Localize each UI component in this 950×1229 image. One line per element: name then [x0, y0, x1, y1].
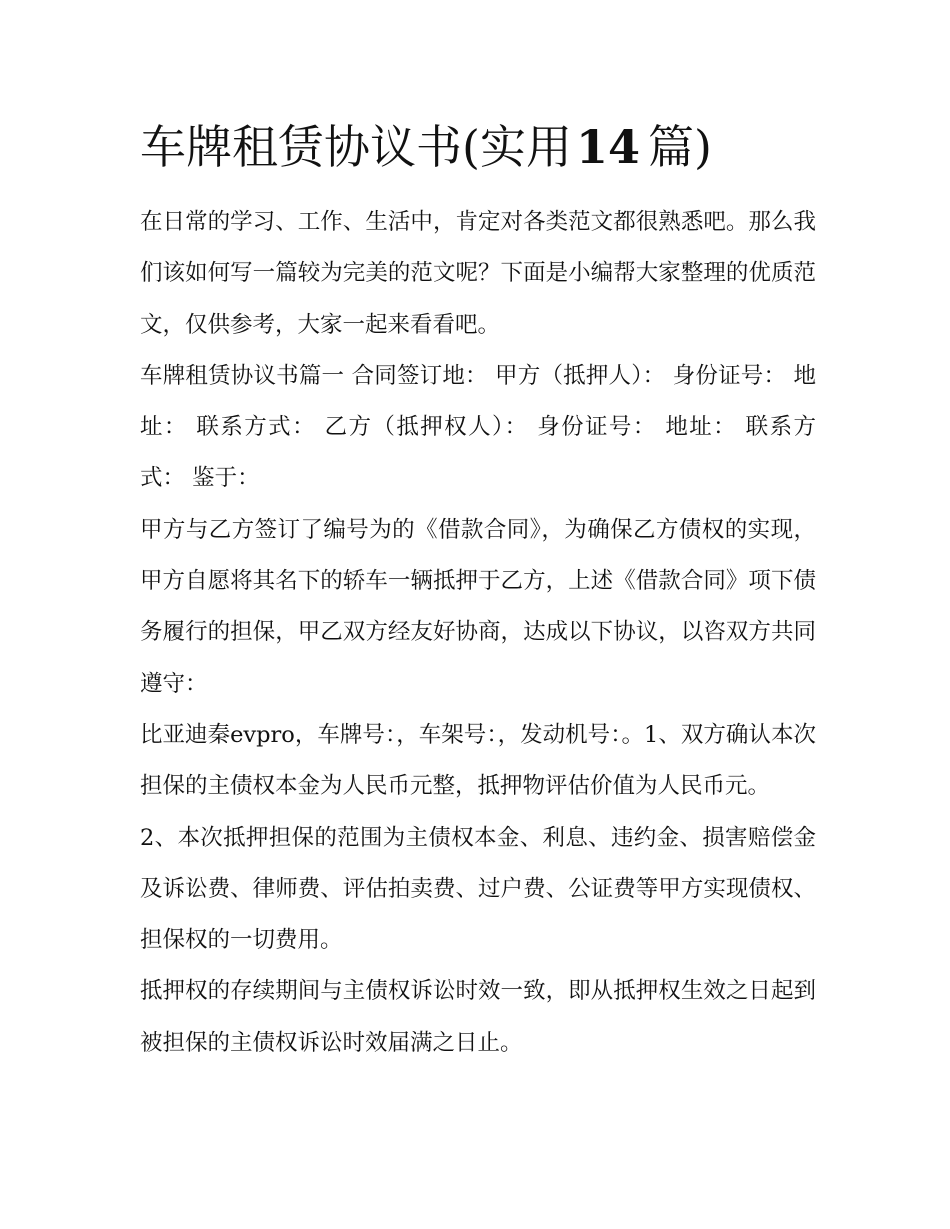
paragraph-background: 甲方与乙方签订了编号为的《借款合同》，为确保乙方债权的实现，甲方自愿将其名下的轿车一辆抵押于乙方，上述《借款合同》项下债务履行的担保，甲乙双方经友好协商，达成以下协议，以咨双方共同遵守：	[140, 516, 816, 697]
title-main: 车牌租赁协议书(实用	[140, 120, 572, 174]
paragraph-duration: 抵押权的存续期间与主债权诉讼时效一致，即从抵押权生效之日起到被担保的主债权诉讼时效届满之日止。	[140, 978, 816, 1056]
document-title	[140, 112, 840, 182]
paragraph-parties: 车牌租赁协议书篇一 合同签订地： 甲方（抵押人）： 身份证号： 地址： 联系方式： 乙方（抵押权人）： 身份证号： 地址： 联系方式： 鉴于：	[140, 362, 816, 492]
paragraph-intro: 在日常的学习、工作、生活中，肯定对各类范文都很熟悉吧。那么我们该如何写一篇较为完美的范文呢？下面是小编帮大家整理的优质范文，仅供参考，大家一起来看看吧。	[140, 209, 816, 338]
paragraph-vehicle: 比亚迪秦evpro，车牌号：，车架号：，发动机号：。1、双方确认本次担保的主债权本金为人民币元整，抵押物评估价值为人民币元。	[140, 721, 816, 800]
paragraph-scope: 2、本次抵押担保的范围为主债权本金、利息、违约金、损害赔偿金及诉讼费、律师费、评估拍卖费、过户费、公证费等甲方实现债权、担保权的一切费用。	[140, 824, 816, 954]
title-end: 篇)	[647, 120, 712, 174]
title-number: 14	[575, 120, 640, 174]
document-body	[140, 197, 816, 1069]
